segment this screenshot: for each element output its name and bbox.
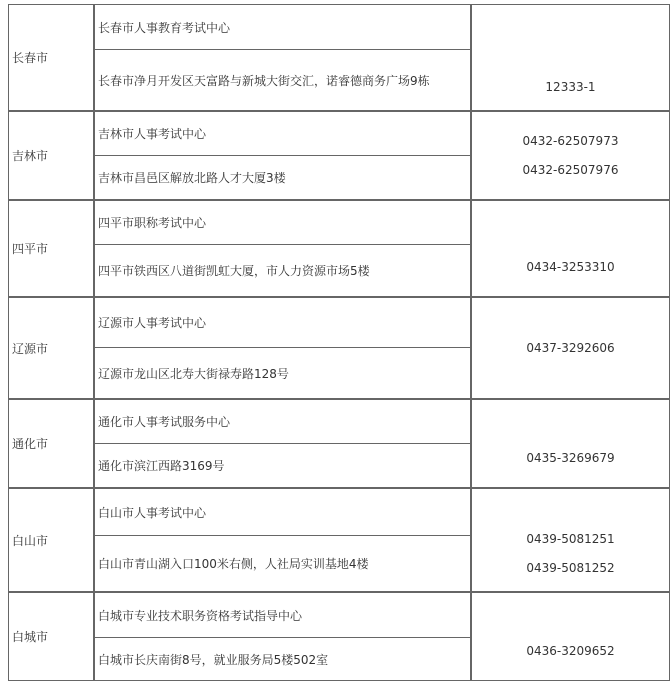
phone-number: 0439-5081251 bbox=[526, 532, 615, 546]
city-name: 通化市 bbox=[12, 437, 49, 451]
address-cell bbox=[95, 50, 470, 110]
phone-number: 12333-1 bbox=[545, 80, 596, 94]
phone-number: 0432-62507973 bbox=[522, 133, 619, 148]
city-name: 吉林市 bbox=[12, 149, 49, 163]
phone-number: 0437-3292606 bbox=[526, 340, 615, 355]
phone-cell bbox=[471, 200, 670, 297]
city-cell bbox=[8, 111, 94, 200]
table-row bbox=[8, 111, 670, 200]
city-cell bbox=[8, 297, 94, 399]
info-cell bbox=[94, 297, 471, 399]
phone-cell bbox=[471, 297, 670, 399]
table-row bbox=[8, 4, 670, 111]
org-name: 通化市人事考试服务中心 bbox=[98, 415, 231, 429]
table-row bbox=[8, 488, 670, 592]
org-name-cell bbox=[95, 400, 470, 444]
address-cell bbox=[95, 638, 470, 680]
phone-number: 0434-3253310 bbox=[526, 260, 615, 274]
city-cell bbox=[8, 399, 94, 488]
address-cell bbox=[95, 444, 470, 487]
org-name: 辽源市人事考试中心 bbox=[98, 316, 207, 330]
city-cell bbox=[8, 488, 94, 592]
city-name: 长春市 bbox=[12, 51, 49, 65]
city-cell bbox=[8, 200, 94, 297]
table-row bbox=[8, 200, 670, 297]
phone-cell bbox=[471, 4, 670, 111]
address: 白城市长庆南街8号，就业服务局5楼502室 bbox=[98, 652, 329, 667]
org-name-cell bbox=[95, 201, 470, 245]
address-cell bbox=[95, 156, 470, 199]
phone-cell bbox=[471, 592, 670, 681]
org-name-cell bbox=[95, 5, 470, 50]
table-row bbox=[8, 297, 670, 399]
org-name: 白山市人事考试中心 bbox=[98, 505, 207, 520]
phone-cell bbox=[471, 488, 670, 592]
phone-number: 0436-3209652 bbox=[526, 644, 615, 658]
city-name: 白城市 bbox=[12, 630, 49, 644]
phone-cell bbox=[471, 399, 670, 488]
info-cell bbox=[94, 399, 471, 488]
address: 四平市铁西区八道街凯虹大厦，市人力资源市场5楼 bbox=[98, 264, 370, 278]
address: 长春市净月开发区天富路与新城大街交汇，诺睿德商务广场9栋 bbox=[98, 73, 430, 88]
address-cell bbox=[95, 536, 470, 591]
org-name-cell bbox=[95, 489, 470, 536]
info-cell bbox=[94, 488, 471, 592]
org-name: 长春市人事教育考试中心 bbox=[98, 20, 231, 35]
info-cell bbox=[94, 111, 471, 200]
city-name: 辽源市 bbox=[12, 341, 49, 356]
address: 辽源市龙山区北寿大街禄寿路128号 bbox=[98, 366, 289, 381]
table-row bbox=[8, 399, 670, 488]
phone-number: 0432-62507976 bbox=[522, 162, 619, 177]
city-name: 四平市 bbox=[12, 242, 49, 256]
phone-number: 0439-5081252 bbox=[526, 561, 615, 575]
table-row bbox=[8, 592, 670, 681]
org-name-cell bbox=[95, 298, 470, 348]
info-cell bbox=[94, 200, 471, 297]
info-cell bbox=[94, 4, 471, 111]
org-name: 四平市职称考试中心 bbox=[98, 216, 207, 230]
address: 吉林市昌邑区解放北路人才大厦3楼 bbox=[98, 171, 286, 185]
city-name: 白山市 bbox=[12, 533, 49, 548]
address-cell bbox=[95, 348, 470, 398]
address: 白山市青山湖入口100米右侧，人社局实训基地4楼 bbox=[98, 557, 369, 571]
org-name: 白城市专业技术职务资格考试指导中心 bbox=[98, 608, 303, 623]
org-name-cell bbox=[95, 593, 470, 638]
city-cell bbox=[8, 592, 94, 681]
phone-number: 0435-3269679 bbox=[526, 451, 615, 465]
address-cell bbox=[95, 245, 470, 296]
address: 通化市滨江西路3169号 bbox=[98, 459, 225, 473]
city-cell bbox=[8, 4, 94, 111]
info-cell bbox=[94, 592, 471, 681]
org-name-cell bbox=[95, 112, 470, 156]
org-name: 吉林市人事考试中心 bbox=[98, 127, 207, 141]
phone-cell bbox=[471, 111, 670, 200]
